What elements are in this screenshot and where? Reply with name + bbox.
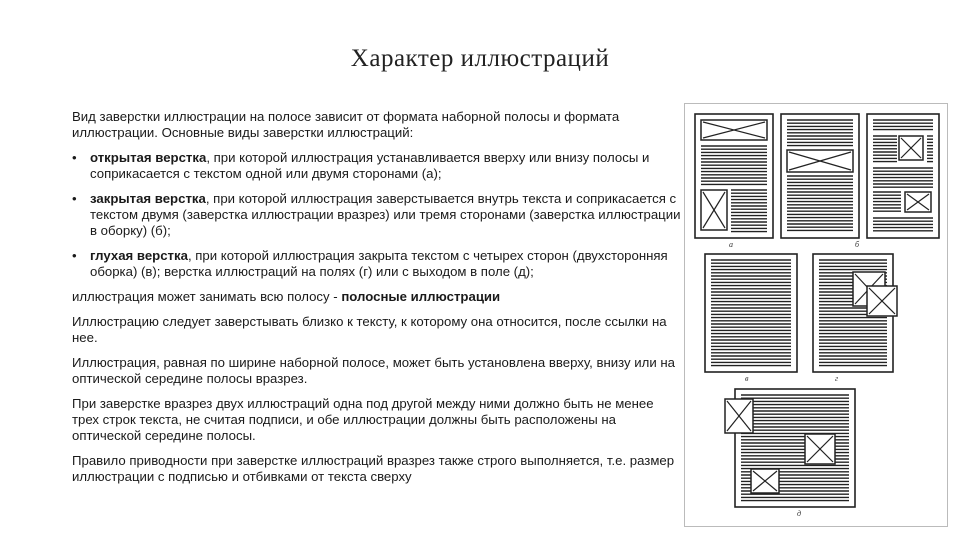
paragraph-width: Иллюстрация, равная по ширине наборной полосе, может быть установлена вверху, внизу или на оптической середине полосы вразрез. bbox=[72, 355, 675, 386]
full-page-paragraph: иллюстрация может занимать всю полосу - полосные иллюстрации bbox=[72, 289, 501, 304]
bullet-marker: • bbox=[72, 150, 77, 165]
bullet-item-open bbox=[72, 150, 682, 182]
bullet-term: закрытая верстка bbox=[90, 191, 206, 206]
layout-diagram-svg bbox=[685, 104, 947, 526]
page-frame bbox=[867, 114, 939, 238]
variant-label: д bbox=[797, 509, 802, 518]
paragraph-two-illustrations: При заверстке вразрез двух иллюстраций одна под другой между ними должно быть не менее трех строк текста, не считая подписи, и обе иллюстрации должны быть расположены на оптической середине полосы. bbox=[72, 396, 654, 443]
bullet-item-closed bbox=[72, 191, 682, 239]
variant-label: б bbox=[855, 240, 860, 249]
bullet-marker: • bbox=[72, 248, 77, 263]
intro-paragraph: Вид заверстки иллюстрации на полосе зависит от формата наборной полосы и формата иллюстрации. Основные виды заверстки иллюстраций: bbox=[72, 109, 620, 140]
slide-body bbox=[72, 109, 682, 494]
variant-label: а bbox=[729, 240, 733, 249]
bullet-term: глухая верстка bbox=[90, 248, 188, 263]
bullet-item-blind bbox=[72, 248, 682, 280]
page-frame bbox=[705, 254, 797, 372]
paragraph-placement: Иллюстрацию следует заверстывать близко к тексту, к которому она относится, после ссылки на нее. bbox=[72, 314, 667, 345]
bullet-term: открытая верстка bbox=[90, 150, 207, 165]
paragraph-alignment-rule: Правило приводности при заверстке иллюстраций вразрез также строго выполняется, т.е. размер иллюстрации с подписью и отбивками от текста сверху bbox=[72, 453, 675, 484]
variant-label: в bbox=[745, 374, 749, 383]
bullet-marker: • bbox=[72, 191, 77, 206]
variant-label: г bbox=[835, 374, 839, 383]
full-page-term: полосные иллюстрации bbox=[341, 289, 501, 304]
bullet-text: , при которой иллюстрация закрыта текстом с четырех сторон (двухсторонняя оборка) (в); верстка иллюстраций на полях (г) или с выходом в поле (д); bbox=[90, 248, 668, 279]
layout-diagram bbox=[684, 103, 948, 527]
bullet-text: , при которой иллюстрация заверстывается внутрь текста и соприкасается с текстом двумя (заверстка иллюстрации вразрез) или тремя сторонами (заверстка иллюстрации в оборку) (б); bbox=[90, 191, 681, 238]
bullet-text: , при которой иллюстрация устанавливается вверху или внизу полосы и соприкасается с текстом одной или двумя сторонами (а); bbox=[90, 150, 650, 181]
slide-title: Характер иллюстраций bbox=[350, 45, 610, 72]
